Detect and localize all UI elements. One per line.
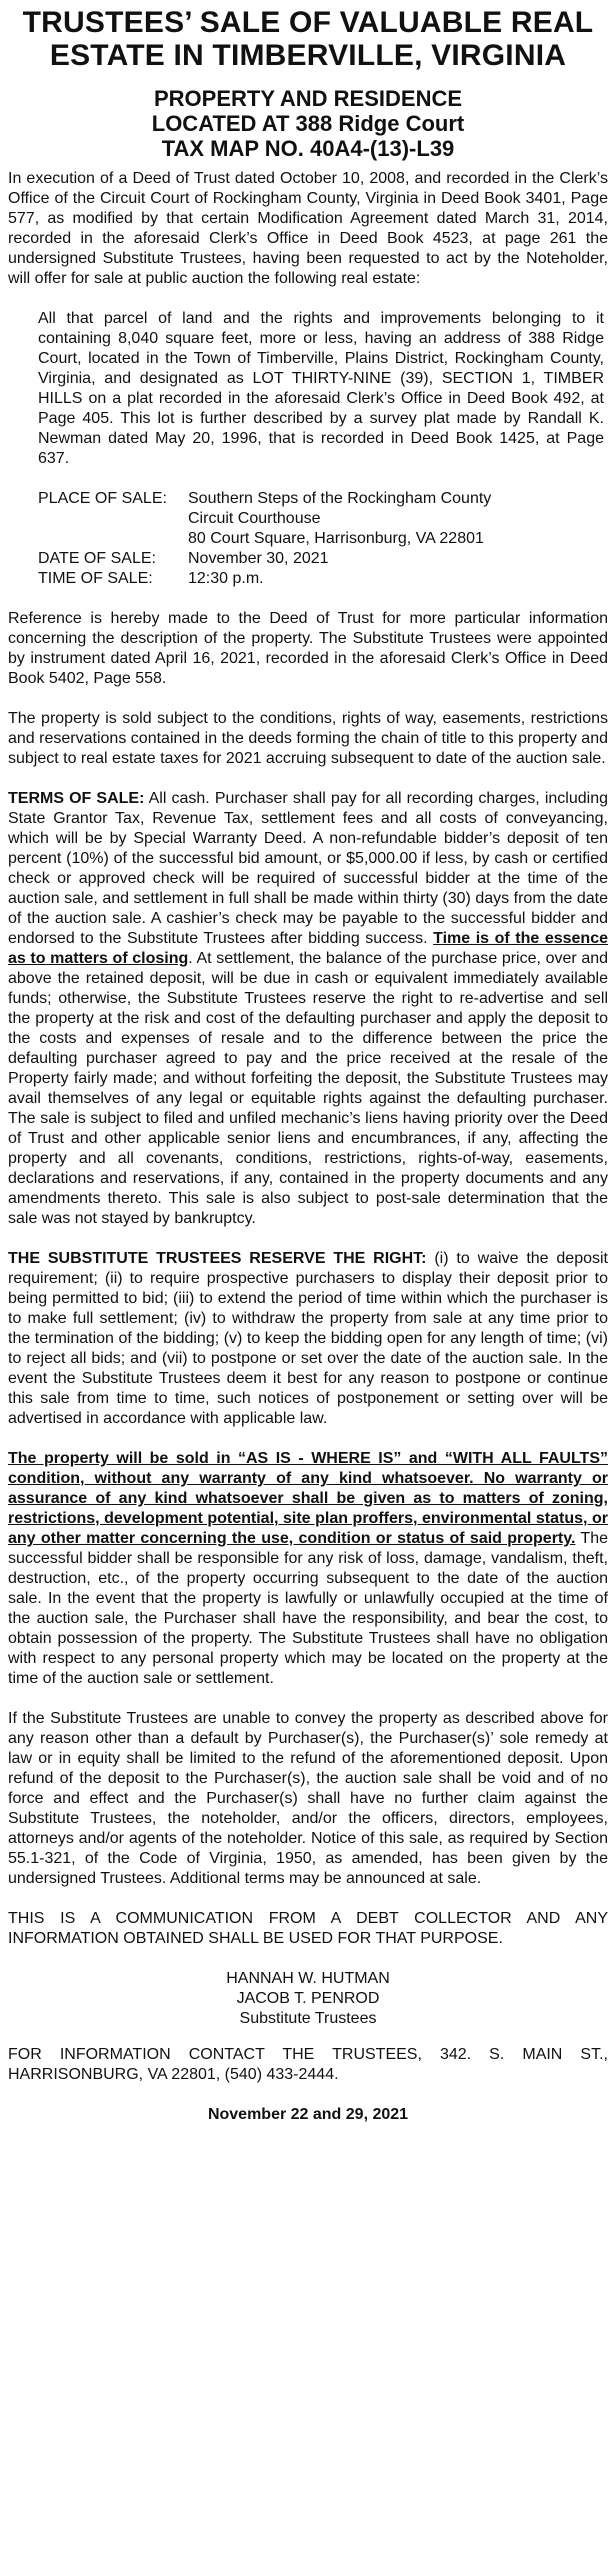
place-line-1: Southern Steps of the Rockingham County xyxy=(188,490,492,507)
terms-heading: TERMS OF SALE: xyxy=(8,790,145,807)
date-value: November 30, 2021 xyxy=(188,550,329,567)
as-is-body: The successful bidder shall be responsible for any risk of loss, damage, vandalism, theft, destruction, etc., of the property occurring subsequent to the date of the auction sale. In the event that the property is lawfully or unlawfully occupied at the time of the auction sale, the Purchaser shall have the responsibility, and bear the cost, to obtain possession of the property. The Substitute Trustees shall have no obligation with respect to any personal property which may be located on the property at the time of the auction sale or settlement. xyxy=(8,1530,608,1687)
reserve-body: (i) to waive the deposit requirement; (ii) to require prospective purchasers to display their deposit prior to being permitted to bid; (iii) to extend the period of time within which the purchaser is to make full settlement; (iv) to withdraw the property from sale at any time prior to the termination of the bidding; (v) to keep the bidding open for any length of time; (vi) to reject all bids; and (vii) to postpone or set over the date of the auction sale. In the event the Substitute Trustees deem it best for any reason to postpone or continue this sale from time to time, such notices of postponement or setting over will be advertised in accordance with applicable law. xyxy=(8,1250,608,1427)
as-is-paragraph xyxy=(8,1449,608,1689)
subtitle-line-1: PROPERTY AND RESIDENCE xyxy=(153,86,463,111)
subject-to-paragraph: The property is sold subject to the conditions, rights of way, easements, restrictions and reservations contained in the deeds forming the chain of title to this property and subject to real estate taxes for 2021 accruing subsequent to date of the auction sale. xyxy=(8,710,608,767)
property-description: All that parcel of land and the rights and improvements belonging to it containing 8,040 square feet, more or less, having an address of 388 Ridge Court, located in the Town of Timberville, Plains District, Rockingham County, Virginia, and designated as LOT THIRTY-NINE (39), SECTION 1, TIMBER HILLS on a plat recorded in the aforesaid Clerk’s Office in Deed Book 492, at Page 405. This lot is further described by a survey plat made by Randall K. Newman dated May 20, 1996, that is recorded in Deed Book 1425, at Page 637. xyxy=(38,310,604,467)
publication-dates: November 22 and 29, 2021 xyxy=(207,2106,409,2123)
place-label: PLACE OF SALE: xyxy=(38,490,167,507)
signer-1: HANNAH W. HUTMAN xyxy=(226,1970,390,1987)
signer-role: Substitute Trustees xyxy=(239,2010,377,2027)
intro-paragraph: In execution of a Deed of Trust dated October 10, 2008, and recorded in the Clerk’s Office of the Circuit Court of Rockingham County, Virginia in Deed Book 3401, Page 577, as modified by that certain Modification Agreement dated March 31, 2014, recorded in the aforesaid Clerk’s Office in Deed Book 4523, at page 261 the undersigned Substitute Trustees, having been requested to act by the Noteholder, will offer for sale at public auction the following real estate: xyxy=(8,170,608,287)
terms-body-1: All cash. Purchaser shall pay for all recording charges, including State Grantor Tax, Revenue Tax, settlement fees and all costs of conveyancing, which will be by Special Warranty Deed. A non-refundable bidder’s deposit of ten percent (10%) of the successful bid amount, or $5,000.00 if less, by cash or certified check or approved check will be required of successful bidder at the time of the auction sale, and settlement in full shall be made within thirty (30) days from the date of the auction sale. A cashier’s check may be payable to the successful bidder and endorsed to the Substitute Trustees after bidding success. xyxy=(8,790,609,947)
place-value xyxy=(188,489,491,549)
terms-paragraph xyxy=(8,789,608,1229)
date-label: DATE OF SALE: xyxy=(38,550,156,567)
title-line-2: ESTATE IN TIMBERVILLE, VIRGINIA xyxy=(49,39,567,72)
reference-paragraph: Reference is hereby made to the Deed of Trust for more particular information concerning the description of the property. The Substitute Trustees were appointed by instrument dated April 16, 2021, recorded in the aforesaid Clerk’s Office in Deed Book 5402, Page 558. xyxy=(8,610,608,687)
property-heading xyxy=(8,86,608,161)
debt-collector-notice: THIS IS A COMMUNICATION FROM A DEBT COLLECTOR AND ANY INFORMATION OBTAINED SHALL BE USED FOR THAT PURPOSE. xyxy=(8,1910,608,1947)
signer-2: JACOB T. PENROD xyxy=(236,1990,380,2007)
signature-block xyxy=(8,1969,608,2029)
terms-essence: Time is of the essence as to matters of closing xyxy=(8,930,608,967)
time-label: TIME OF SALE: xyxy=(38,570,153,587)
sale-details xyxy=(38,489,491,589)
contact-info: FOR INFORMATION CONTACT THE TRUSTEES, 342. S. MAIN ST., HARRISONBURG, VA 22801, (540) 433-2444. xyxy=(8,2046,608,2083)
title-line-1: TRUSTEES’ SALE OF VALUABLE REAL xyxy=(22,6,594,39)
subtitle-line-3: TAX MAP NO. 40A4-(13)-L39 xyxy=(161,136,455,161)
subtitle-line-2: LOCATED AT 388 Ridge Court xyxy=(151,111,465,136)
place-line-2: Circuit Courthouse xyxy=(188,510,321,527)
unable-paragraph: If the Substitute Trustees are unable to convey the property as described above for any reason other than a default by Purchaser(s), the Purchaser(s)’ sole remedy at law or in equity shall be limited to the refund of the aforementioned deposit. Upon refund of the deposit to the Purchaser(s), the auction sale shall be void and of no force and effect and the Purchaser(s) shall have no further claim against the Substitute Trustees, the noteholder, and/or the officers, directors, employees, attorneys and/or agents of the noteholder. Notice of this sale, as required by Section 55.1-321, of the Code of Virginia, 1950, as amended, has been given by the undersigned Trustees. Additional terms may be announced at sale. xyxy=(8,1710,608,1887)
as-is-heading: The property will be sold in “AS IS - WHERE IS” and “WITH ALL FAULTS” condition, without any warranty of any kind whatsoever. No warranty or assurance of any kind whatsoever shall be given as to matters of zoning, restrictions, development potential, site plan proffers, environmental status, or any other matter concerning the use, condition or status of said property. xyxy=(8,1450,608,1547)
place-line-3: 80 Court Square, Harrisonburg, VA 22801 xyxy=(188,530,484,547)
reserve-paragraph xyxy=(8,1249,608,1429)
notice-title xyxy=(8,6,608,72)
reserve-heading: THE SUBSTITUTE TRUSTEES RESERVE THE RIGHT: xyxy=(8,1250,427,1267)
terms-body-2: . At settlement, the balance of the purchase price, over and above the retained deposit, will be due in cash or equivalent immediately available funds; otherwise, the Substitute Trustees reserve the right to re-advertise and sell the property at the risk and cost of the defaulting purchaser and apply the deposit to the costs and expenses of resale and to the difference between the price the defaulting purchaser agreed to pay and the price received at the resale of the Property fairly made; and without forfeiting the deposit, the Substitute Trustees may avail themselves of any legal or equitable rights against the defaulting purchaser. The sale is subject to filed and unfiled mechanic’s liens having priority over the Deed of Trust and other applicable senior liens and encumbrances, if any, affecting the property and all covenants, conditions, restrictions, rights-of-way, easements, declarations and reservations, if any, contained in the property documents and any amendments thereto. This sale is also subject to post-sale determination that the sale was not stayed by bankruptcy. xyxy=(8,950,609,1227)
time-value: 12:30 p.m. xyxy=(188,570,264,587)
